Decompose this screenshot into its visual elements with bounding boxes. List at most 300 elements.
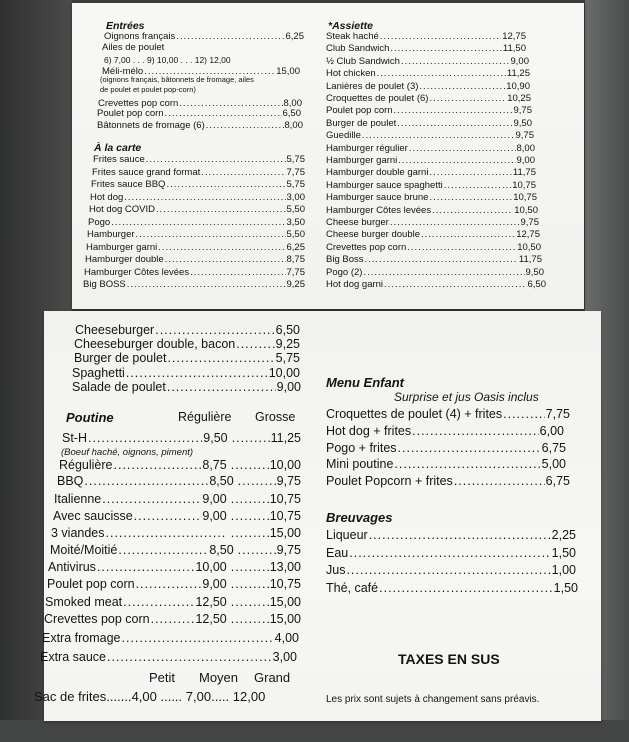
leader-dots: [165, 108, 282, 119]
poutine-regular-price: 8,50: [209, 543, 234, 557]
leader-dots: [349, 546, 550, 560]
fries-size-small: Petit: [149, 670, 176, 685]
menu-item-name: Hamburger double: [85, 254, 164, 265]
poutine-row: [50, 543, 301, 557]
leader-dots: [362, 130, 515, 141]
leader-dots: [206, 120, 284, 131]
leader-dots: [421, 229, 515, 240]
menu-item-price: 5,50: [286, 204, 305, 215]
poutine-row: [54, 492, 301, 506]
poutine-large-price: 10,00: [269, 458, 301, 472]
poutine-name: Italienne: [54, 492, 102, 506]
menu-item-price: 5,75: [286, 154, 305, 165]
a-la-carte-heading: À la carte: [94, 142, 142, 154]
menu-item-price: 9,75: [520, 217, 539, 228]
menu-item: [326, 105, 532, 116]
menu-item-price: 8,00: [284, 119, 303, 131]
leader-dots: [379, 581, 553, 595]
menu-item-name: Cheeseburger: [75, 323, 155, 337]
poutine-large-price: 15,00: [269, 612, 301, 626]
menu-item-name: Crevettes pop corn: [326, 241, 407, 253]
menu-item: [72, 366, 300, 380]
leader-dots: [429, 93, 506, 104]
assiette-heading: *Assiette: [328, 20, 373, 32]
menu-item-name: Cheeseburger double, bacon: [74, 337, 236, 352]
poutine-regular-price: 9,00: [202, 492, 227, 506]
poutine-row: [47, 577, 301, 591]
menu-item: [89, 204, 305, 215]
menu-item-name: Mini poutine: [326, 457, 394, 472]
poutine-name: BBQ: [57, 474, 84, 488]
menu-item-price: 6,25: [286, 241, 305, 253]
poutine-note: (Boeuf haché, oignons, piment): [61, 447, 194, 458]
menu-item-price: 7,75: [545, 407, 570, 421]
menu-item-price: 3,00: [286, 191, 305, 203]
price-disclaimer: Les prix sont sujets à changement sans préavis.: [326, 694, 540, 705]
menu-item-price: 11,75: [518, 254, 542, 266]
menu-item: [326, 267, 544, 278]
menu-item-price: 5,75: [275, 351, 300, 366]
menu-item-price: 6,75: [541, 440, 566, 455]
menu-item-price: 1,50: [553, 580, 578, 595]
menu-item: [326, 474, 570, 488]
leader-dots: [444, 180, 512, 191]
leader-dots: [118, 543, 208, 557]
menu-item-name: Lanières de poulet (3): [326, 80, 419, 92]
leader-dots: [390, 43, 502, 54]
leader-dots: [124, 192, 285, 203]
leader-dots: [179, 98, 282, 109]
menu-item-price: 15,00: [276, 65, 300, 77]
leader-dots: [365, 254, 518, 265]
menu-item-name: Hamburger: [87, 229, 135, 240]
menu-item-name: Cheese burger double: [326, 229, 421, 241]
menu-item: [326, 155, 535, 166]
menu-item-price: 1,00: [551, 563, 576, 577]
menu-item-name: Burger de poulet: [326, 117, 397, 129]
menu-item-price: 5,50: [286, 229, 305, 240]
menu-item-price: 6,75: [545, 474, 570, 489]
poutine-heading: Poutine: [66, 410, 114, 425]
menu-item-price: 10,00: [268, 365, 300, 380]
leader-dots: [377, 68, 506, 79]
poutine-regular-price: 9,50: [203, 431, 228, 445]
poutine-name: Régulière: [59, 458, 113, 472]
leader-dots: [238, 543, 276, 557]
menu-item-price: 6,25: [285, 31, 304, 42]
menu-item-name: Méli-mélo: [102, 65, 144, 77]
menu-item-name: Thé, café: [326, 580, 379, 595]
menu-item-name: Hamburger Côtes levées: [326, 204, 432, 216]
menu-item-name: Frites sauce grand format: [92, 166, 201, 178]
leader-dots: [151, 612, 195, 626]
leader-dots: [503, 407, 545, 421]
menu-item: [326, 254, 542, 265]
leader-dots: [380, 31, 501, 42]
menu-item-price: 7,75: [286, 266, 305, 278]
menu-item-name: Hamburger sauce brune: [326, 192, 429, 204]
menu-item: [74, 337, 300, 351]
menu-item-name: Poulet Popcorn + frites: [326, 474, 453, 489]
poutine-large-price: 9,75: [276, 543, 301, 557]
menu-item: [326, 56, 529, 67]
menu-item: [326, 143, 535, 154]
menu-item-name: Hot dog garni: [326, 279, 384, 290]
menu-item-name: (oignons français, bâtonnets de fromage, ailes: [100, 75, 254, 85]
leader-dots: [397, 118, 512, 129]
menu-item: [326, 407, 570, 421]
menu-item-name: Hamburger double garni: [326, 167, 429, 179]
menu-item: [74, 351, 300, 365]
leader-dots: [409, 143, 516, 154]
menu-item-name: Hamburger garni: [326, 155, 398, 166]
menu-item: [326, 546, 576, 560]
menu-item-name: Hot dog + frites: [326, 423, 412, 438]
entrees-heading: Entrées: [106, 20, 145, 32]
menu-item: [326, 581, 578, 595]
menu-item: [326, 457, 566, 471]
poutine-name: Antivirus: [48, 560, 96, 574]
menu-item-price: 10,75: [513, 192, 537, 204]
leader-dots: [146, 154, 286, 165]
poutine-col-large: Grosse: [255, 410, 296, 424]
menu-item-name: Poulet pop corn: [326, 105, 393, 117]
menu-item-price: 6,50: [275, 323, 300, 337]
leader-dots: [346, 563, 550, 577]
menu-item: [85, 254, 305, 265]
menu-item-name: Eau: [326, 545, 349, 560]
poutine-regular-price: 12,50: [195, 612, 227, 626]
leader-dots: [419, 81, 505, 92]
menu-item-name: ½ Club Sandwich: [326, 55, 400, 67]
menu-item-name: Hamburger Côtes levées: [84, 266, 190, 278]
menu-item-name: Extra fromage: [42, 631, 121, 645]
menu-item-price: 9,00: [516, 155, 535, 166]
leader-dots: [111, 217, 285, 228]
menu-item-name: Bâtonnets de fromage (6): [97, 119, 205, 131]
menu-item-price: 4,00: [274, 631, 299, 645]
menu-item: [100, 75, 300, 84]
leader-dots: [167, 351, 274, 365]
menu-item-price: 5,75: [286, 179, 305, 190]
menu-item-name: Burger de poulet: [74, 351, 167, 366]
menu-item-price: 10,75: [512, 179, 536, 191]
leader-dots: [454, 474, 545, 488]
poutine-row: [44, 612, 301, 626]
poutine-row: [62, 431, 301, 445]
menu-item: [91, 179, 305, 190]
poutine-regular-price: 8,50: [209, 474, 234, 488]
leader-dots: [401, 56, 510, 67]
menu-item: [100, 85, 300, 94]
menu-item-name: Hamburger garni: [86, 241, 158, 253]
fries-bag-medium-price: 7,00: [185, 689, 212, 704]
menu-item-price: 5,00: [541, 457, 566, 472]
poutine-large-price: 10,75: [269, 492, 301, 506]
menu-item: [326, 424, 564, 438]
poutine-name: Smoked meat: [45, 595, 123, 609]
menu-item: [326, 118, 532, 129]
menu-item-name: Guedille: [326, 130, 361, 142]
leader-dots: [231, 458, 269, 472]
leader-dots: [84, 474, 208, 488]
menu-item: [326, 130, 534, 141]
menu-item-name: Steak haché: [326, 31, 379, 42]
background-bottom: [0, 720, 629, 742]
menu-item: [326, 81, 530, 92]
fries-bag-row: Sac de frites.......4,00 ...... 7,00..... 12,00: [34, 689, 266, 704]
menu-item: [92, 167, 305, 178]
menu-item-price: 9,25: [275, 337, 300, 352]
leader-dots: [236, 337, 274, 351]
poutine-large-price: 13,00: [269, 560, 301, 574]
menu-item-price: 3,00: [272, 650, 297, 664]
menu-item-price: 9,25: [286, 279, 305, 290]
menu-item: [42, 631, 299, 645]
poutine-row: [57, 474, 301, 488]
poutine-large-price: 11,25: [270, 431, 301, 445]
leader-dots: [166, 179, 285, 190]
menu-item-name: Big BOSS: [83, 279, 126, 290]
leader-dots: [107, 650, 272, 664]
menu-item: [326, 31, 526, 42]
menu-page-bottom: [34, 311, 601, 721]
leader-dots: [429, 192, 512, 203]
menu-item-name: Hamburger sauce spaghetti: [326, 179, 443, 191]
menu-item-price: 11,25: [506, 68, 530, 80]
menu-item-name: Ailes de poulet: [102, 41, 165, 53]
menu-item-price: 7,75: [286, 166, 305, 178]
menu-item-price: 6,00: [539, 423, 564, 438]
menu-item-name: Croquettes de poulet (6): [326, 93, 429, 104]
menu-item: [83, 279, 305, 290]
menu-item: [104, 55, 304, 65]
menu-item: [84, 267, 305, 278]
menu-item: [326, 229, 540, 240]
menu-item-price: 9,00: [276, 379, 301, 394]
menu-enfant-subtitle: Surprise et jus Oasis inclus: [394, 390, 539, 404]
menu-item-price: 8,00: [516, 142, 535, 154]
leader-dots: [158, 242, 285, 253]
menu-item-price: 10,90: [506, 80, 530, 92]
poutine-large-price: 9,75: [276, 474, 301, 488]
menu-item-price: 12,75: [502, 31, 526, 42]
leader-dots: [165, 254, 286, 265]
leader-dots: [102, 492, 201, 506]
menu-item: [326, 205, 538, 216]
menu-item-name: Liqueur: [326, 528, 368, 542]
menu-item-name: Salade de poulet: [72, 379, 166, 394]
leader-dots: [369, 528, 551, 542]
menu-item: [326, 180, 536, 191]
menu-item: [90, 192, 305, 203]
menu-item: [88, 217, 305, 228]
menu-item-price: 8,75: [286, 254, 305, 265]
poutine-row: [53, 509, 301, 523]
leader-dots: [231, 492, 269, 506]
menu-item: [326, 43, 526, 54]
poutine-regular-price: 9,00: [202, 509, 227, 523]
menu-item-price: 9,00: [510, 55, 529, 67]
menu-item-name: Pogo: [88, 216, 111, 228]
menu-item-name: Crevettes pop corn: [98, 97, 179, 109]
menu-item-price: 1,50: [551, 545, 576, 560]
poutine-row: [48, 560, 301, 574]
menu-item-price: 10,50: [517, 241, 541, 253]
menu-item: [326, 93, 531, 104]
leader-dots: [231, 612, 269, 626]
menu-item: [102, 42, 302, 53]
menu-item-name: Frites sauce: [93, 154, 145, 165]
menu-item: [86, 242, 305, 253]
poutine-name: Crevettes pop corn: [44, 612, 150, 626]
poutine-col-regular: Régulière: [178, 410, 232, 424]
leader-dots: [398, 155, 515, 166]
menu-item: [326, 68, 530, 79]
menu-item-name: Frites sauce BBQ: [91, 179, 166, 190]
leader-dots: [97, 560, 195, 574]
menu-item-price: 6,50: [282, 108, 301, 120]
leader-dots: [238, 474, 276, 488]
leader-dots: [88, 431, 202, 445]
leader-dots: [363, 267, 524, 278]
leader-dots: [394, 105, 513, 116]
poutine-regular-price: 8,75: [202, 458, 227, 472]
menu-item-price: 11,75: [512, 167, 536, 179]
menu-item: [326, 217, 539, 228]
leader-dots: [176, 31, 284, 42]
menu-item-name: Pogo + frites: [326, 440, 397, 455]
menu-item-name: Hamburger régulier: [326, 142, 408, 154]
menu-item-price: 2,25: [551, 528, 576, 542]
poutine-regular-price: 9,00: [202, 577, 227, 591]
menu-item: [87, 229, 305, 240]
leader-dots: [407, 242, 516, 253]
menu-item-name: Club Sandwich: [326, 43, 390, 55]
fries-bag-small-price: 4,00: [131, 689, 157, 704]
menu-item-price: 3,50: [286, 216, 305, 228]
menu-item-price: 11,50: [502, 43, 526, 55]
poutine-row: [59, 458, 301, 472]
menu-item: [326, 279, 546, 290]
menu-item-price: 9,50: [525, 266, 544, 278]
poutine-row: [51, 526, 301, 540]
menu-item-price: 8,00: [283, 97, 302, 109]
menu-item-name: Croquettes de poulet (4) + frites: [326, 407, 503, 421]
leader-dots: [394, 457, 540, 471]
menu-item: [326, 528, 576, 542]
poutine-large-price: 10,75: [269, 509, 301, 523]
breuvages-heading: Breuvages: [326, 510, 393, 525]
menu-item-price: 12,75: [516, 229, 540, 241]
poutine-regular-price: 10,00: [195, 560, 227, 574]
menu-item: [93, 154, 305, 165]
leader-dots: [231, 595, 269, 609]
menu-item-name: Cheese burger: [326, 217, 389, 228]
menu-item-name: 6) 7,00 . . . 9) 10,00 . . . 12) 12,00: [104, 55, 231, 66]
menu-item-price: 10,25: [507, 93, 531, 104]
poutine-name: 3 viandes: [51, 526, 105, 540]
menu-item: [326, 192, 537, 203]
leader-dots: [106, 526, 226, 540]
poutine-large-price: 10,75: [269, 577, 301, 591]
menu-item-name: Big Boss: [326, 254, 364, 266]
menu-item-price: 10,50: [514, 204, 538, 216]
leader-dots: [155, 323, 274, 337]
leader-dots: [127, 279, 286, 290]
leader-dots: [134, 509, 202, 523]
menu-item-name: Hot chicken: [326, 68, 376, 80]
menu-item: [97, 108, 301, 119]
leader-dots: [390, 217, 520, 228]
leader-dots: [231, 577, 269, 591]
menu-item-name: Spaghetti: [72, 365, 125, 380]
menu-item-name: Hot dog: [90, 191, 124, 203]
leader-dots: [190, 267, 285, 278]
leader-dots: [201, 167, 285, 178]
leader-dots: [126, 366, 268, 380]
fries-size-large: Grand: [254, 670, 291, 685]
leader-dots: [123, 595, 194, 609]
leader-dots: [384, 279, 526, 290]
poutine-name: Avec saucisse: [53, 509, 133, 523]
menu-item: [326, 167, 536, 178]
menu-item: [98, 98, 302, 109]
menu-item-name: Pogo (2): [326, 266, 363, 278]
menu-page-top: [72, 3, 584, 309]
menu-item-price: 9,50: [513, 117, 532, 129]
leader-dots: [432, 205, 513, 216]
leader-dots: [398, 441, 541, 455]
leader-dots: [429, 167, 511, 178]
menu-item-name: Hot dog COVID: [89, 204, 155, 215]
poutine-name: Poulet pop corn: [47, 577, 135, 591]
menu-item-name: de poulet et poulet pop-corn): [100, 85, 196, 94]
menu-item-name: Oignons français: [104, 31, 176, 42]
menu-enfant-heading: Menu Enfant: [326, 375, 404, 390]
leader-dots: [231, 526, 269, 540]
fries-size-medium: Moyen: [199, 670, 239, 685]
menu-item-name: Poulet pop corn: [97, 108, 164, 120]
poutine-name: Moité/Moitié: [50, 543, 118, 557]
fries-bag-label: Sac de frites: [34, 689, 107, 704]
menu-item-name: Extra sauce: [40, 650, 107, 664]
leader-dots: [122, 631, 274, 645]
menu-item: [326, 563, 576, 577]
leader-dots: [412, 424, 539, 438]
menu-item: [72, 380, 301, 394]
menu-item-price: 6,50: [527, 279, 546, 290]
leader-dots: [114, 458, 202, 472]
leader-dots: [167, 380, 276, 394]
poutine-large-price: 15,00: [269, 595, 301, 609]
fries-bag-large-price: 12,00: [232, 689, 266, 704]
menu-item: [97, 120, 303, 131]
poutine-regular-price: 12,50: [195, 595, 227, 609]
leader-dots: [136, 229, 286, 240]
leader-dots: [156, 204, 286, 215]
menu-item: [40, 650, 297, 664]
leader-dots: [231, 560, 269, 574]
taxes-notice: TAXES EN SUS: [398, 651, 500, 667]
menu-item: [326, 441, 566, 455]
menu-item: [75, 323, 300, 337]
menu-item: [326, 242, 541, 253]
poutine-name: St-H: [62, 431, 87, 445]
leader-dots: [136, 577, 202, 591]
menu-item-price: 9,75: [513, 105, 532, 117]
menu-item: [104, 31, 304, 42]
